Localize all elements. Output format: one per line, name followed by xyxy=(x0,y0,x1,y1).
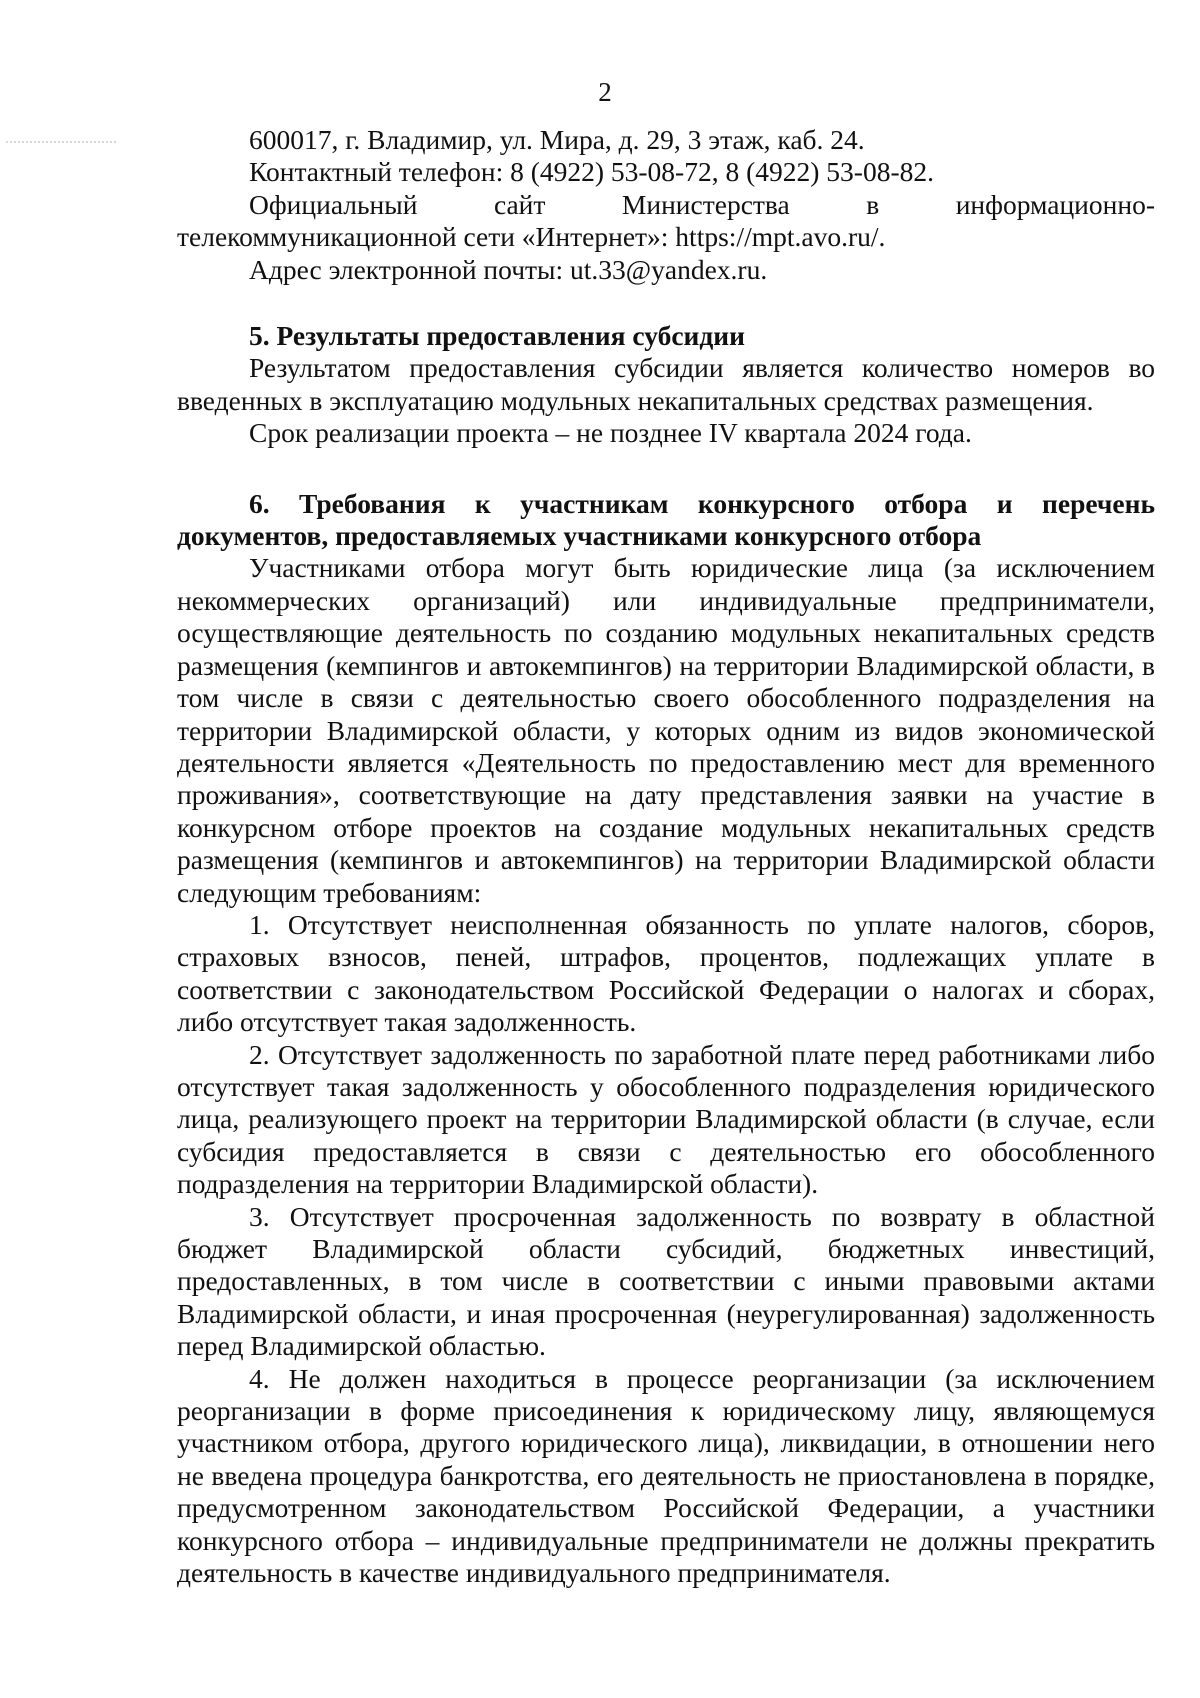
scan-artifact xyxy=(6,141,116,145)
page-number: 2 xyxy=(598,77,612,107)
section-6-intro-paragraph: Участниками отбора могут быть юридические лица (за исключением некоммерческих организаций) или индивидуальные предприниматели, осуществляющие деятельность по созданию модульных некапитальных средств размещения (кемпингов и автокемпингов) на территории Владимирской области, в том числе в связи с деятельностью своего обособленного подразделения на территории Владимирской области, у которых одним из видов экономической деятельности является «Деятельность по предоставлению мест для временного проживания», соответствующие на дату представления заявки на участие в конкурсном отборе проектов на создание модульных некапитальных средств размещения (кемпингов и автокемпингов) на территории Владимирской области следующим требованиям: xyxy=(177,552,1155,908)
contact-email: Адрес электронной почты: ut.33@yandex.ru. xyxy=(249,253,768,285)
section-5-heading: 5. Результаты предоставления субсидии xyxy=(249,320,745,352)
contact-website: Официальный сайт Министерства в информационно-телекоммуникационной сети «Интернет»: https://mpt.avo.ru/. xyxy=(177,188,1155,253)
section-5-paragraph: Результатом предоставления субсидии является количество номеров во введенных в эксплуатацию модульных некапитальных средствах размещения. xyxy=(177,352,1155,416)
document-body xyxy=(177,124,1155,1589)
section-6-heading: 6. Требования к участникам конкурсного отбора и перечень документов, предоставляемых участниками конкурсного отбора xyxy=(177,487,1155,552)
requirement-item-1: 1. Отсутствует неисполненная обязанность по уплате налогов, сборов, страховых взносов, пеней, штрафов, процентов, подлежащих уплате в соответствии с законодательством Российской Федерации о налогах и сборах, либо отсутствует такая задолженность. xyxy=(177,908,1155,1038)
contact-address: 600017, г. Владимир, ул. Мира, д. 29, 3 этаж, каб. 24. xyxy=(249,124,865,155)
requirement-item-2: 2. Отсутствует задолженность по заработной плате перед работниками либо отсутствует такая задолженность у обособленного подразделения юридического лица, реализующего проект на территории Владимирской области (в случае, если субсидия предоставляется в связи с деятельностью его обособленного подразделения на территории Владимирской области). xyxy=(177,1038,1155,1200)
requirement-item-4: 4. Не должен находиться в процессе реорганизации (за исключением реорганизации в форме присоединения к юридическому лицу, являющемуся участником отбора, другого юридического лица), ликвидации, в отношении него не введена процедура банкротства, его деятельность не приостановлена в порядке, предусмотренном законодательством Российской Федерации, а участники конкурсного отбора – индивидуальные предприниматели не должны прекратить деятельность в качестве индивидуального предпринимателя. xyxy=(177,1362,1155,1589)
section-5-paragraph: Срок реализации проекта – не позднее IV квартала 2024 года. xyxy=(249,417,972,449)
contact-phone: Контактный телефон: 8 (4922) 53-08-72, 8 (4922) 53-08-82. xyxy=(249,156,934,188)
requirement-item-3: 3. Отсутствует просроченная задолженность по возврату в областной бюджет Владимирской области субсидий, бюджетных инвестиций, предоставленных, в том числе в соответствии с иными правовыми актами Владимирской области, и иная просроченная (неурегулированная) задолженность перед Владимирской областью. xyxy=(177,1200,1155,1362)
